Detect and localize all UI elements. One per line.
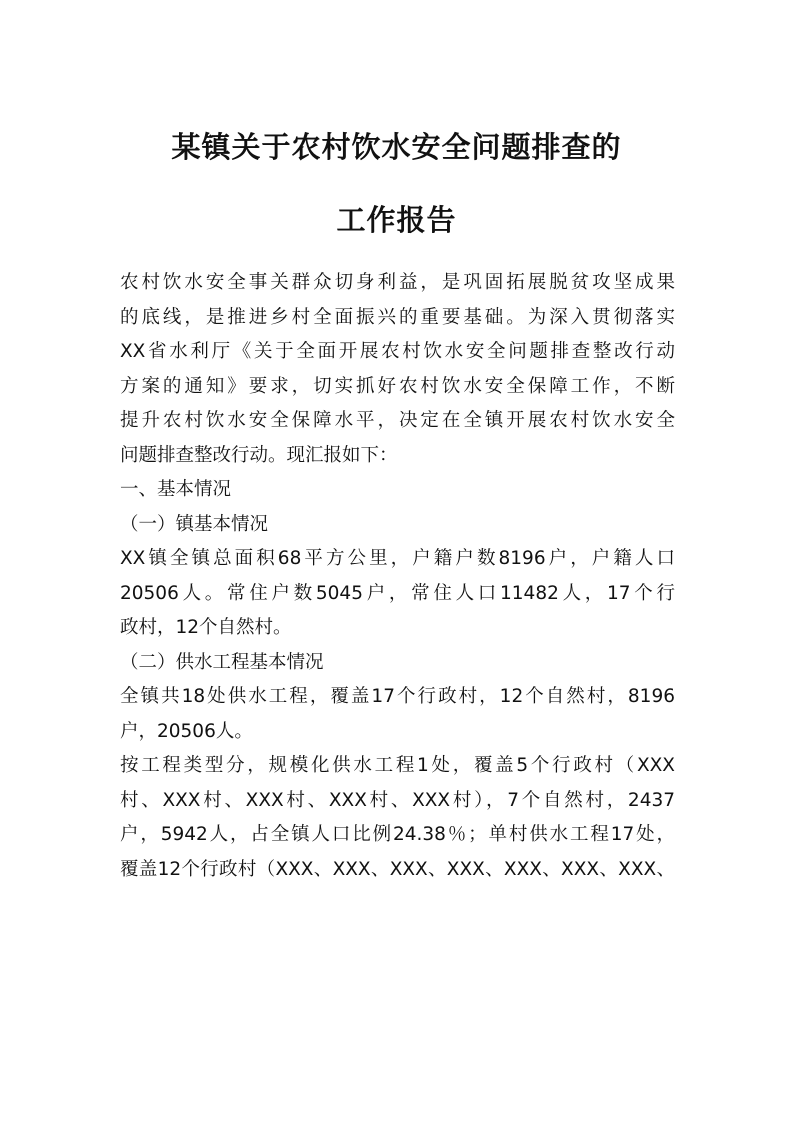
body-text-line: XX镇全镇总面积68平方公里，户籍户数8196户，户籍人口 [120,548,675,569]
body-text-line: 户，5942人，占全镇人口比例24.38％；单村供水工程17处， [120,824,675,845]
body-text-line: 问题排查整改行动。现汇报如下： [120,444,398,466]
body-text-line: 20506人。常住户数5045户，常住人口11482人，17个行 [120,582,675,604]
body-text-line: （二）供水工程基本情况 [120,651,324,673]
body-text-line: 一、基本情况 [120,479,232,500]
body-text-line: 覆盖12个行政村（XXX、XXX、XXX、XXX、XXX、XXX、XXX、 [120,858,675,880]
body-text-line: 的底线，是推进乡村全面振兴的重要基础。为深入贯彻落实 [120,306,675,328]
body-text-line: 政村，12个自然村。 [120,617,292,638]
body-text-line: XX省水利厅《关于全面开展农村饮水安全问题排查整改行动 [120,341,675,362]
body-text-line: 提升农村饮水安全保障水平，决定在全镇开展农村饮水安全 [120,410,675,431]
document-body [120,266,675,887]
body-text-line: （一）镇基本情况 [120,513,269,535]
document-title-line2: 工作报告 [336,203,457,237]
body-text-line: 户，20506人。 [120,720,253,742]
body-text-line: 方案的通知》要求，切实抓好农村饮水安全保障工作，不断 [120,375,675,397]
document-title-line1: 某镇关于农村饮水安全问题排查的 [171,130,622,164]
body-text-line: 按工程类型分，规模化供水工程1处，覆盖5个行政村（XXX [120,755,675,776]
body-text-line: 全镇共18处供水工程，覆盖17个行政村，12个自然村，8196 [120,686,675,707]
body-text-line: 村、XXX村、XXX村、XXX村、XXX村），7个自然村，2437 [120,789,675,811]
body-text-line: 农村饮水安全事关群众切身利益，是巩固拓展脱贫攻坚成果 [120,272,675,293]
